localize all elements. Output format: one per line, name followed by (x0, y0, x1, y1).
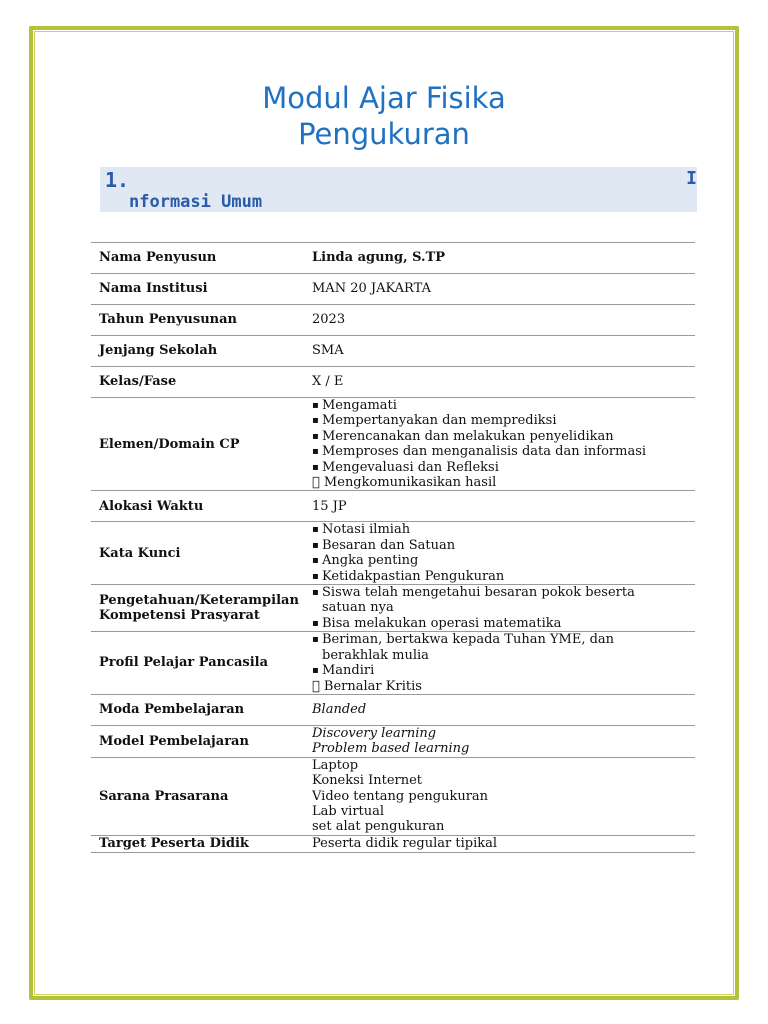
row-label: Moda Pembelajaran (91, 694, 306, 725)
row-value: Blanded (306, 694, 695, 725)
table-row (91, 585, 695, 632)
list-item-last: Mengkomunikasikan hasil (312, 475, 485, 491)
list-item: ▪ Mengamati (312, 398, 397, 413)
list-item: ▪ Ketidakpastian Pengukuran (312, 568, 505, 584)
row-value (306, 398, 695, 491)
list-item: Discovery learning (312, 725, 437, 741)
list-item: ▪ Mempertanyakan dan memprediksi (312, 413, 557, 429)
list-item: Video tentang pengukuran (312, 788, 489, 804)
bullet-icon: ▪ (312, 665, 319, 677)
row-value (306, 522, 695, 585)
table-row (91, 398, 695, 491)
list-item: Koneksi Internet (312, 773, 423, 789)
row-label: Kata Kunci (91, 522, 306, 585)
bullet-list (312, 632, 695, 678)
bullet-icon: ▪ (312, 461, 319, 473)
table-row (91, 694, 695, 725)
list-item: ▪ Mandiri (312, 663, 375, 679)
row-value: SMA (306, 336, 695, 367)
bullet-icon: ▪ (312, 570, 319, 582)
row-label: Model Pembelajaran (91, 725, 306, 757)
row-value (306, 757, 695, 835)
row-value (306, 725, 695, 757)
bullet-icon: ▪ (312, 446, 319, 458)
row-label: Sarana Prasarana (91, 757, 306, 835)
list-item: ▪ Merencanakan dan melakukan penyelidikan (312, 428, 614, 444)
bullet-icon: ▪ (312, 400, 319, 411)
list-item: ▪ Besaran dan Satuan (312, 537, 456, 553)
table-row (91, 305, 695, 336)
row-label: Elemen/Domain CP (91, 398, 306, 491)
row-value: Peserta didik regular tipikal (306, 835, 695, 852)
bullet-icon: ▪ (312, 634, 319, 646)
list-item: ▪ Bisa melakukan operasi matematika (312, 615, 562, 631)
row-label: Nama Institusi (91, 274, 306, 305)
row-label: Kelas/Fase (91, 367, 306, 398)
list-item: ▪ Mengevaluasi dan Refleksi (312, 459, 499, 475)
list-item: ▪ Memproses dan menganalisis data dan informasi (312, 444, 647, 460)
list-item: Lab virtual (312, 803, 385, 819)
row-label: Nama Penyusun (91, 243, 306, 274)
row-value: Linda agung, S.TP (306, 243, 695, 274)
section-title: nformasi Umum (129, 192, 263, 212)
row-value: 15 JP (306, 491, 695, 522)
list-item: ▪ Beriman, bertakwa kepada Tuhan YME, dan berakhlak mulia (312, 632, 615, 663)
table-row (91, 367, 695, 398)
list-item: Laptop (312, 757, 359, 773)
row-label: Profil Pelajar Pancasila (91, 632, 306, 695)
table-row (91, 757, 695, 835)
title-line-1: Modul Ajar Fisika (262, 81, 506, 115)
table-row (91, 274, 695, 305)
table-row (91, 522, 695, 585)
bullet-list (312, 398, 695, 475)
list-item: set alat pengukuran (312, 819, 445, 835)
row-label: Pengetahuan/Keterampilan Kompetensi Prasyarat (91, 585, 306, 632)
bullet-icon: ▪ (312, 539, 319, 551)
row-value: MAN 20 JAKARTA (306, 274, 695, 305)
table-row (91, 632, 695, 695)
document-title (0, 80, 768, 152)
row-value (306, 632, 695, 695)
bullet-icon: ▪ (312, 555, 319, 567)
bullet-list (312, 522, 695, 584)
list-item: ▪ Siswa telah mengetahui besaran pokok beserta satuan nya (312, 585, 635, 616)
bullet-icon: ▪ (312, 430, 319, 442)
row-value (306, 585, 695, 632)
row-label: Jenjang Sekolah (91, 336, 306, 367)
table-row (91, 835, 695, 852)
bullet-icon: ▪ (312, 524, 319, 536)
row-value: 2023 (306, 305, 695, 336)
bullet-icon: ▪ (312, 587, 319, 599)
table-row (91, 336, 695, 367)
info-table (91, 242, 695, 853)
bullet-list (312, 585, 695, 631)
bullet-icon: ▪ (312, 617, 319, 629)
list-item: ▪ Notasi ilmiah (312, 522, 411, 538)
row-label: Tahun Penyusunan (91, 305, 306, 336)
list-item: ▪ Angka penting (312, 553, 419, 569)
list-item-last: Bernalar Kritis (312, 678, 410, 694)
section-initial: I (686, 168, 697, 189)
table-row (91, 243, 695, 274)
section-heading (100, 167, 697, 212)
section-number: 1. (105, 168, 130, 192)
row-value: X / E (306, 367, 695, 398)
bullet-icon: ▪ (312, 415, 319, 427)
row-label: Target Peserta Didik (91, 835, 306, 852)
table-row (91, 491, 695, 522)
title-line-2: Pengukuran (298, 117, 470, 151)
row-label: Alokasi Waktu (91, 491, 306, 522)
table-row (91, 725, 695, 757)
list-item: Problem based learning (312, 741, 470, 757)
